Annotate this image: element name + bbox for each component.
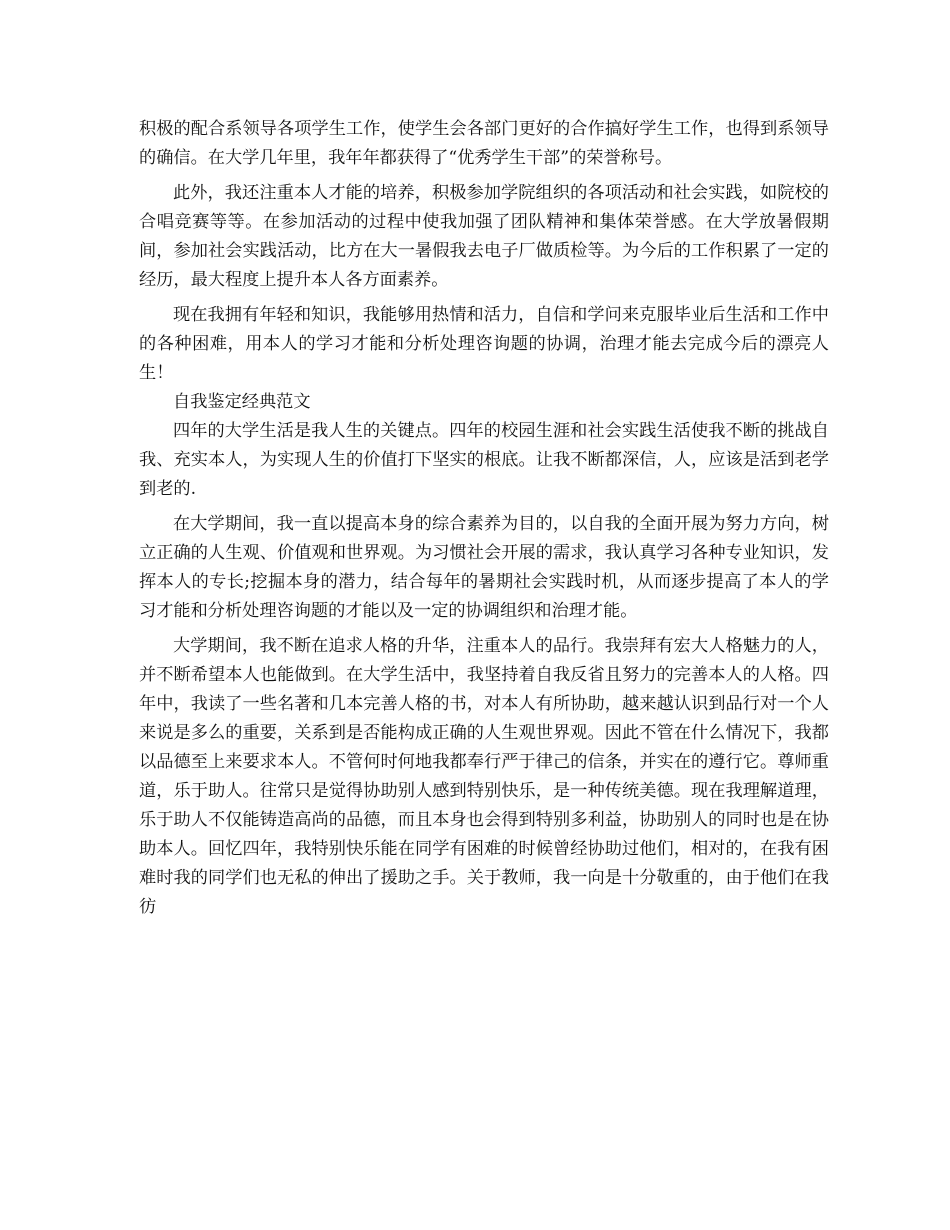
paragraph-future: 现在我拥有年轻和知识，我能够用热情和活力，自信和学问来克服毕业后生活和工作中的各种困难，用本人的学习才能和分析处理咨询题的协调，治理才能去完成今后的漂亮人生！ xyxy=(139,305,829,383)
paragraph-study: 在大学期间，我一直以提高本身的综合素养为目的，以自我的全面开展为努力方向，树立正确的人生观、价值观和世界观。为习惯社会开展的需求，我认真学习各种专业知识，发挥本人的专长;挖掘本身的潜力，结合每年的暑期社会实践时机，从而逐步提高了本人的学习才能和分析处理咨询题的才能以及一定的协调组织和治理才能。 xyxy=(139,514,829,621)
document-body xyxy=(139,115,829,922)
paragraph-continuation: 积极的配合系领导各项学生工作，使学生会各部门更好的合作搞好学生工作，也得到系领导的确信。在大学几年里，我年年都获得了“优秀学生干部”的荣誉称号。 xyxy=(139,119,829,168)
paragraph-university-life: 四年的大学生活是我人生的关键点。四年的校园生涯和社会实践生活使我不断的挑战自我、充实本人，为实现人生的价值打下坚实的根底。让我不断都深信，人，应该是活到老学到老的. xyxy=(139,421,829,499)
paragraph-activities: 此外，我还注重本人才能的培养，积极参加学院组织的各项活动和社会实践，如院校的合唱竞赛等等。在参加活动的过程中使我加强了团队精神和集体荣誉感。在大学放暑假期间，参加社会实践活动，比方在大一暑假我去电子厂做质检等。为今后的工作积累了一定的经历，最大程度上提升本人各方面素养。 xyxy=(139,183,829,290)
paragraph-character: 大学期间，我不断在追求人格的升华，注重本人的品行。我崇拜有宏大人格魅力的人，并不断希望本人也能做到。在大学生活中，我坚持着自我反省且努力的完善本人的人格。四年中，我读了一些名著和几本完善人格的书，对本人有所协助，越来越认识到品行对一个人来说是多么的重要，关系到是否能构成正确的人生观世界观。因此不管在什么情况下，我都以品德至上来要求本人。不管何时何地我都奉行严于律己的信条，并实在的遵行它。尊师重道，乐于助人。往常只是觉得协助别人感到特别快乐，是一种传统美德。现在我理解道理，乐于助人不仅能铸造高尚的品德，而且本身也会得到特别多利益，协助别人的同时也是在协助本人。回忆四年，我特别快乐能在同学有困难的时候曾经协助过他们，相对的，在我有困难时我的同学们也无私的伸出了援助之手。关于教师，我一向是十分敬重的，由于他们在我彷 xyxy=(139,636,829,917)
section-heading: 自我鉴定经典范文 xyxy=(173,392,311,412)
